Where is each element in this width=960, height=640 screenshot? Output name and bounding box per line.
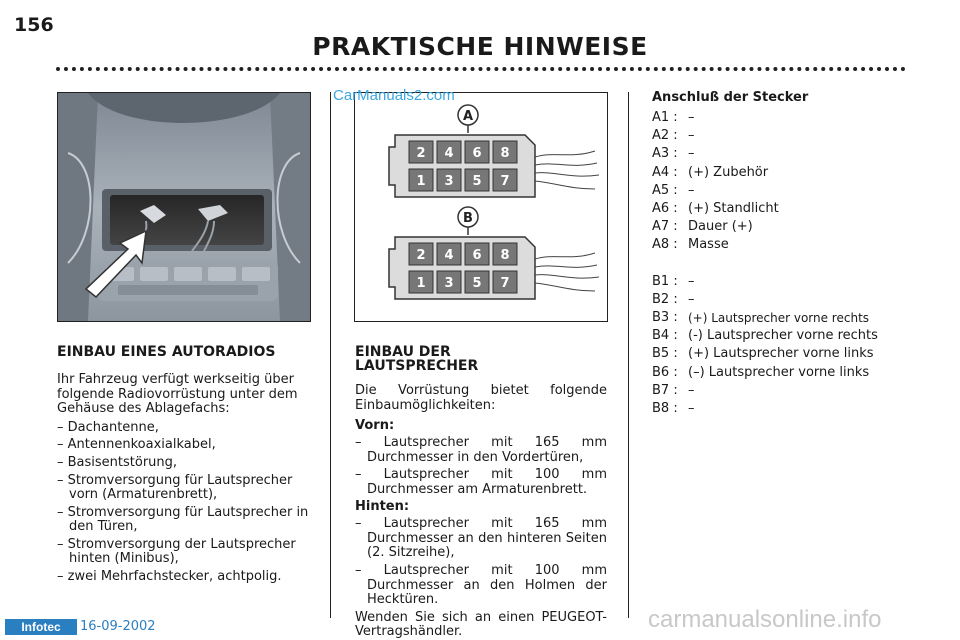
svg-text:6: 6 — [472, 248, 482, 263]
svg-text:7: 7 — [500, 174, 510, 189]
list-item: – Stromversorgung für Lautsprecher vorn (Armaturenbrett), — [57, 474, 309, 503]
speakers-heading-line2: LAUTSPRECHER — [355, 358, 479, 374]
front-label: Vorn: — [355, 418, 395, 433]
pin-row-b2: B2 : – — [652, 291, 695, 307]
pin-row-b5: B5 : (+) Lautsprecher vorne links — [652, 346, 874, 362]
radio-list — [57, 421, 309, 585]
radio-heading: EINBAU EINES AUTORADIOS — [57, 344, 276, 360]
radio-section — [57, 345, 309, 588]
svg-text:2: 2 — [416, 146, 426, 161]
column-divider-right — [628, 92, 629, 618]
list-item: – Basisentstörung, — [57, 456, 309, 471]
list-item: – Antennenkoaxialkabel, — [57, 438, 309, 453]
pin-row-a1: A1 : – — [652, 110, 695, 125]
svg-text:3: 3 — [444, 276, 454, 291]
svg-text:5: 5 — [472, 174, 482, 189]
speakers-intro: Die Vorrüstung bietet folgende Einbaumöglichkeiten: — [355, 383, 607, 413]
list-item: – Lautsprecher mit 100 mm Durchmesser am Armaturenbrett. — [355, 468, 607, 497]
pin-row-a7: A7 : Dauer (+) — [652, 219, 753, 235]
connections-title: Anschluß der Stecker — [652, 90, 809, 105]
page-title: PRAKTISCHE HINWEISE — [312, 32, 648, 61]
speakers-closing: Wenden Sie sich an einen PEUGEOT-Vertragshändler. — [355, 609, 607, 640]
svg-text:5: 5 — [472, 276, 482, 291]
connector-diagram — [354, 92, 608, 322]
watermark-bottom: carmanualsonline.info — [648, 606, 882, 633]
spacer — [652, 255, 952, 273]
svg-text:4: 4 — [444, 248, 454, 263]
front-list — [355, 436, 607, 497]
svg-text:3: 3 — [444, 174, 454, 189]
svg-text:4: 4 — [444, 146, 454, 161]
list-item: – Stromversorgung der Lautsprecher hinten (Minibus), — [57, 538, 309, 567]
pin-row-a6: A6 : (+) Standlicht — [652, 200, 779, 216]
pin-row-b3: B3 : (+) Lautsprecher vorne rechts — [652, 310, 870, 326]
pin-row-b6: B6 : (–) Lautsprecher vorne links — [652, 364, 870, 380]
footer-date: 16-09-2002 — [80, 619, 156, 634]
svg-text:B: B — [463, 211, 473, 226]
pin-row-a8: A8 : Masse — [652, 237, 729, 253]
svg-text:1: 1 — [416, 174, 426, 189]
rear-label: Hinten: — [355, 499, 410, 515]
pin-row-b8: B8 : – — [652, 401, 695, 416]
svg-text:8: 8 — [500, 146, 510, 161]
speakers-section — [355, 345, 607, 640]
svg-text:6: 6 — [472, 146, 482, 161]
speakers-heading-line1: EINBAU DER — [355, 344, 451, 360]
list-item: – Lautsprecher mit 100 mm Durchmesser an den Holmen der Hecktüren. — [355, 564, 607, 608]
rear-list — [355, 517, 607, 607]
list-item: – Stromversorgung für Lautsprecher in den Türen, — [57, 506, 309, 535]
connector-a — [389, 105, 599, 197]
svg-text:8: 8 — [500, 248, 510, 263]
svg-text:A: A — [462, 109, 474, 124]
column-divider-left — [330, 92, 331, 618]
pin-row-a4: A4 : (+) Zubehör — [652, 164, 769, 180]
list-item: – Lautsprecher mit 165 mm Durchmesser an den hinteren Seiten (2. Sitzreihe), — [355, 517, 607, 561]
list-item: – Lautsprecher mit 165 mm Durchmesser in den Vordertüren, — [355, 436, 607, 465]
pin-row-a3: A3 : – — [652, 146, 695, 162]
radio-intro: Ihr Fahrzeug verfügt werkseitig über folgende Radiovorrüstung unter dem Gehäuse des Ablagefachs: — [57, 372, 298, 416]
list-item: – zwei Mehrfachstecker, achtpolig. — [57, 570, 309, 585]
pin-row-b7: B7 : – — [652, 382, 695, 398]
svg-text:2: 2 — [416, 248, 426, 263]
dashboard-photo — [57, 92, 311, 322]
pin-row-b4: B4 : (-) Lautsprecher vorne rechts — [652, 328, 878, 344]
watermark-top: CarManuals2.com — [333, 87, 455, 104]
svg-text:7: 7 — [500, 276, 510, 291]
list-item: – Dachantenne, — [57, 421, 309, 436]
title-divider — [56, 67, 906, 71]
pin-row-a2: A2 : – — [652, 128, 695, 144]
connector-b — [389, 207, 599, 299]
infotec-logo: Infotec — [5, 619, 77, 635]
svg-text:1: 1 — [416, 276, 426, 291]
pin-row-b1: B1 : – — [652, 273, 695, 289]
pin-row-a5: A5 : – — [652, 182, 695, 198]
page-number: 156 — [14, 14, 54, 36]
connections-list — [652, 109, 952, 418]
